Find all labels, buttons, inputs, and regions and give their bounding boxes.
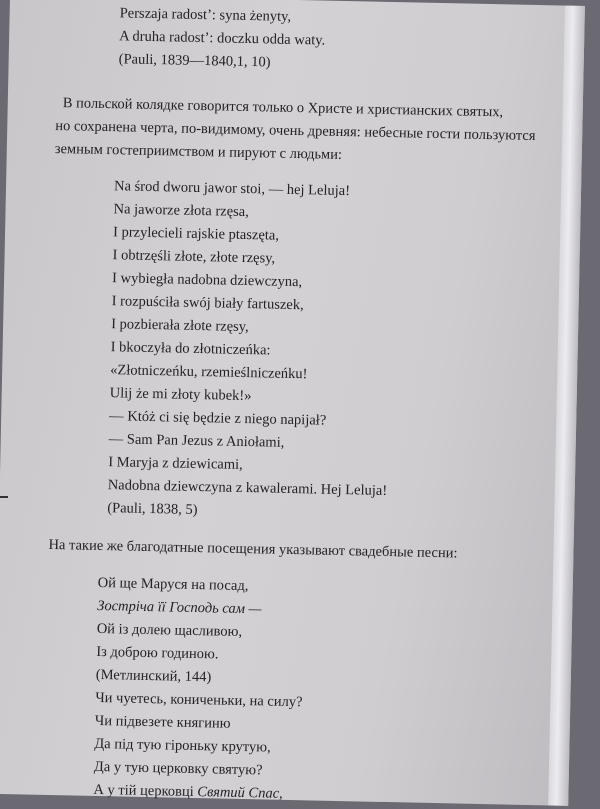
poem-line: Ой ще Маруся на посад, [97,574,249,595]
poem-citation: (Метлинский, 144) [95,666,212,686]
poem-line: — Któż ci się będzie z niego napijał? [109,408,327,429]
poem-line: I bkoczyła do złotniczeńka: [110,339,271,359]
prose-line: но сохранена черта, по-видимому, очень древняя: небесные гости пользуются [55,117,536,145]
poem-line: I obtrzęśli złote, złote rzęsy, [112,247,276,267]
poem-line: I wybiegła nadobna dziewczyna, [111,270,303,291]
poem-line: Чи підвезете княгиню [94,712,231,732]
poem-line-italic: Зостріча її Господь сам — [97,597,262,618]
poem-line: Да у тую церковку святую? [93,758,263,779]
poem-line: Із доброю годиною. [96,643,219,663]
page-edge-stack [548,6,585,806]
poem-line: «Złotniczeńku, rzemieślniczeńku! [110,362,308,383]
gutter-mark [0,496,8,498]
prose-line: земным гостеприимством и пируют с людьми: [54,140,343,163]
poem-line: I przylecieli rajskie ptaszęta, [112,224,280,244]
poem-line-italic-end: Святий Спас, [197,784,283,802]
poem-line: Na jaworze złota rzęsa, [113,201,249,221]
poem-line: Да під тую гіроньку крутую, [94,735,271,756]
poem-line: Nadobna dziewczyna z kawalerami. Hej Leluja! [107,477,388,499]
poem-line: — Sam Pan Jezus z Aniołami, [108,431,285,451]
poem-line: Ulij że mi złoty kubek!» [109,385,252,405]
poem-line: Perszaja radost’: syna żenyty, [119,5,292,25]
poem-line: Чи чуетесь, кониченьки, на силу? [95,689,303,711]
poem-line: I Maryja z dziewicami, [108,454,243,473]
poem-line: I rozpuściła swój biały fartuszek, [111,293,304,314]
poem-line: Na środ dworu jawor stoi, — hej Leluja! [113,178,351,200]
poem-line: I pozbierała złote rzęsy, [111,316,249,336]
poem-citation: (Pauli, 1838, 5) [107,500,198,519]
prose-line: В польской колядке говорится только о Христе и христианских святых, [62,95,504,121]
prose-line: На такие же благодатные посещения указывают свадебные песни: [48,536,458,562]
poem-line: A druha radost’: doczku odda waty. [119,28,326,49]
poem-line-start: А у тій церковці [93,781,194,800]
poem-line: Ой із долею щасливою, [96,620,243,640]
poem-citation: (Pauli, 1839—1840,1, 10) [118,51,271,71]
